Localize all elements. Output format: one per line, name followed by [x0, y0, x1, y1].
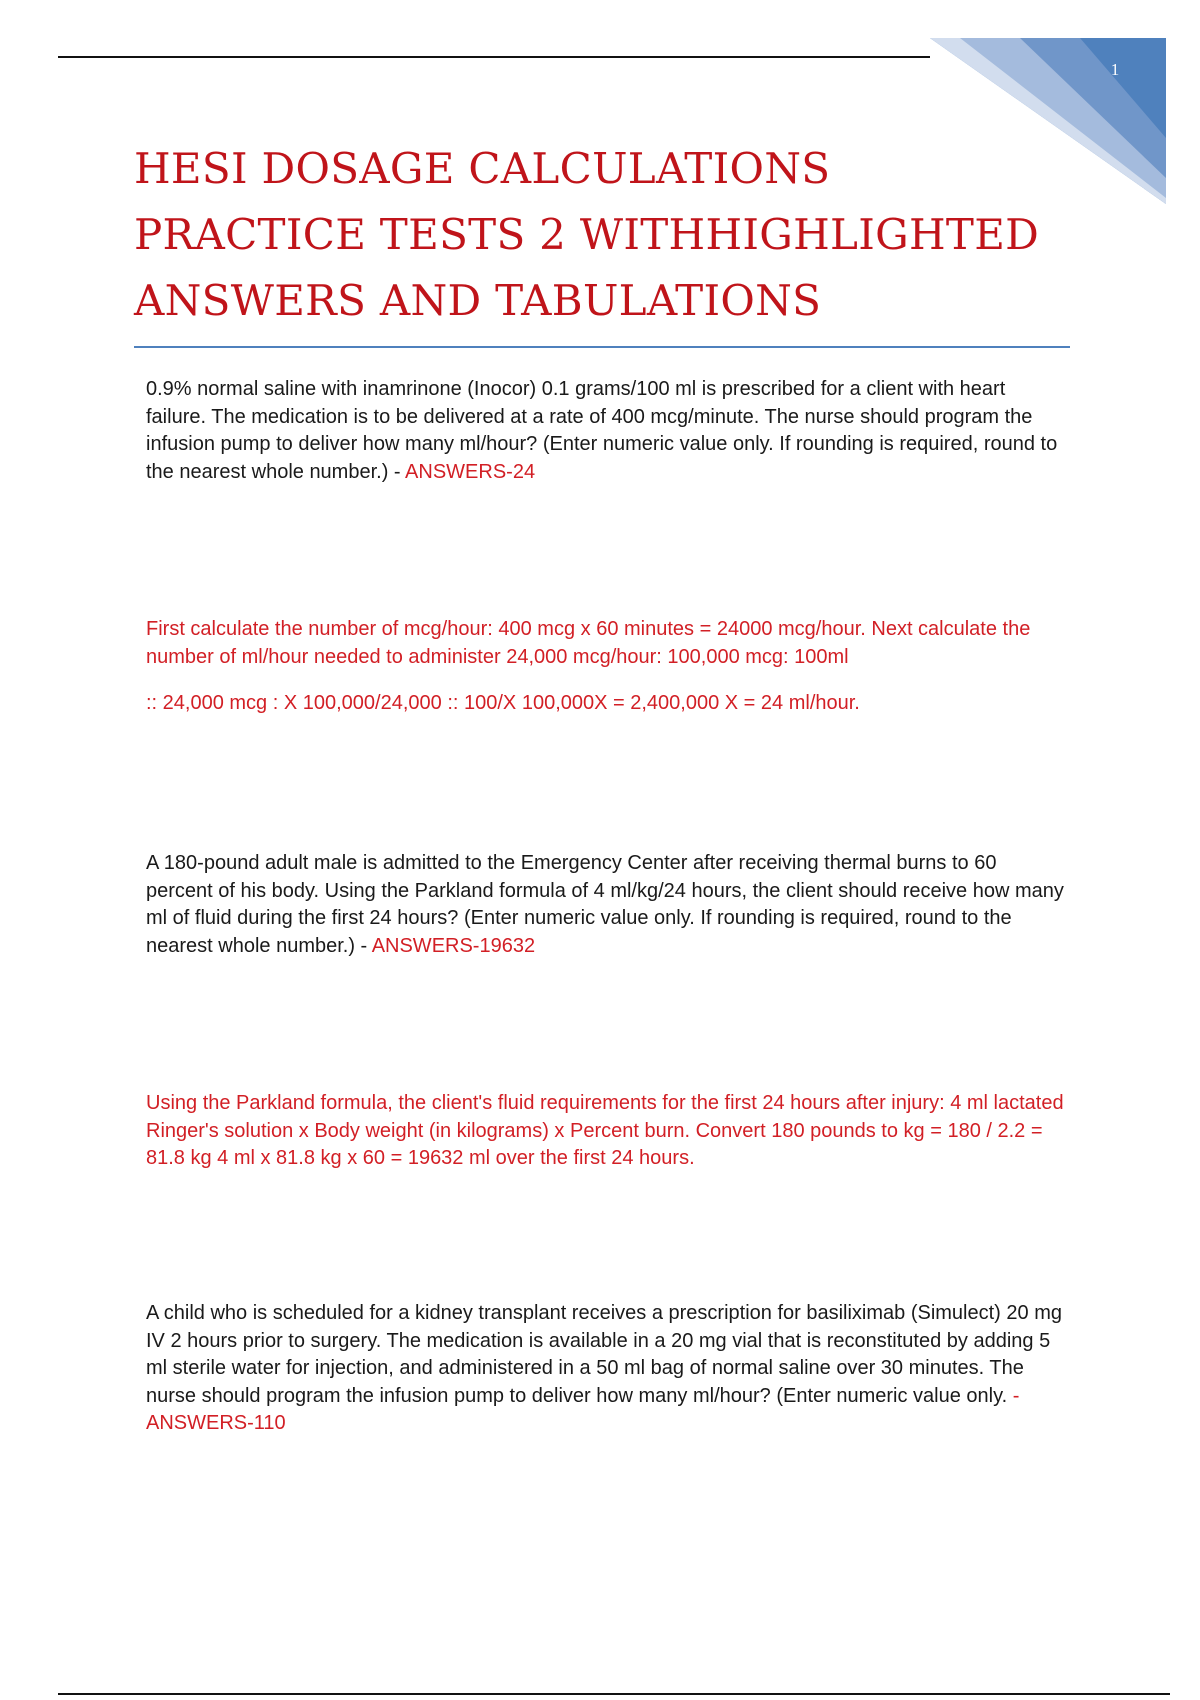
explanation-1-continued: :: 24,000 mcg : X 100,000/24,000 :: 100/X 100,000X = 2,400,000 X = 24 ml/hour.	[146, 692, 860, 714]
question-3	[146, 1300, 1066, 1438]
footer-rule	[58, 1693, 1170, 1695]
question-1-text: 0.9% normal saline with inamrinone (Inocor) 0.1 grams/100 ml is prescribed for a client with heart failure. The medication is to be delivered at a rate of 400 mcg/minute. The nurse should program the infusion pump to deliver how many ml/hour? (Enter numeric value only. If rounding is required, round to the nearest whole number.) -	[146, 378, 1058, 483]
title-line-3: ANSWERS AND TABULATIONS	[134, 276, 822, 325]
page-number: 1	[1110, 60, 1120, 79]
header-rule	[58, 56, 930, 58]
document-title	[134, 136, 1094, 334]
question-2-text: A 180-pound adult male is admitted to the Emergency Center after receiving thermal burns to 60 percent of his body. Using the Parkland formula of 4 ml/kg/24 hours, the client should receive how many ml of fluid during the first 24 hours? (Enter numeric value only. If rounding is required, round to the nearest whole number.) -	[146, 852, 1064, 957]
answer-2: ANSWERS-19632	[371, 934, 536, 957]
explanation-2: Using the Parkland formula, the client's fluid requirements for the first 24 hours after injury: 4 ml lactated Ringer's solution x Body weight (in kilograms) x Percent burn. Convert 180 pounds to kg = 180 / 2.2 = 81.8 kg 4 ml x 81.8 kg x 60 = 19632 ml over the first 24 hours.	[146, 1092, 1064, 1169]
question-1	[146, 376, 1066, 486]
answer-1: ANSWERS-24	[405, 460, 536, 483]
question-3-text: A child who is scheduled for a kidney transplant receives a prescription for basiliximab (Simulect) 20 mg IV 2 hours prior to surgery. The medication is available in a 20 mg vial that is reconstituted by adding 5 ml sterile water for injection, and administered in a 50 ml bag of normal saline over 30 minutes. The nurse should program the infusion pump to deliver how many ml/hour? (Enter numeric value only.	[146, 1302, 1062, 1407]
title-line-1: HESI DOSAGE CALCULATIONS	[134, 144, 831, 193]
question-2	[146, 850, 1066, 960]
title-underline	[134, 346, 1070, 348]
answer-3: - ANSWERS-110	[146, 1384, 1020, 1434]
title-line-2: PRACTICE TESTS 2 WITHHIGHLIGHTED	[134, 210, 1040, 259]
explanation-1: First calculate the number of mcg/hour: 400 mcg x 60 minutes = 24000 mcg/hour. Next calculate the number of ml/hour needed to administer 24,000 mcg/hour: 100,000 mcg: 100ml	[146, 618, 1031, 668]
